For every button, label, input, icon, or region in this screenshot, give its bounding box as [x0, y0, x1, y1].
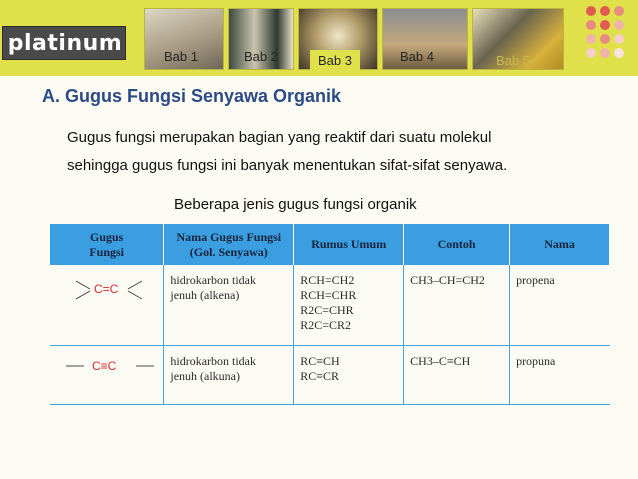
dot-icon: [586, 20, 596, 30]
paragraph-line-1: Gugus fungsi merupakan bagian yang reaktif dari suatu molekul: [67, 129, 492, 146]
header-contoh: Contoh: [404, 224, 510, 265]
table-caption: Beberapa jenis gugus fungsi organik: [174, 196, 417, 213]
group-structure-alkyne: [50, 346, 164, 405]
functional-group-table: [50, 224, 610, 405]
alkene-group: C=C: [94, 282, 119, 296]
tab-bab-3[interactable]: Bab 3: [310, 50, 360, 72]
header-nama-gugus: Nama Gugus Fungsi (Gol. Senyawa): [164, 224, 294, 265]
general-formula-cell: RC≡CH RC≡CR: [294, 346, 404, 405]
table-header-row: [50, 224, 610, 265]
table-row: [50, 346, 610, 405]
logo-text: platinum: [7, 31, 123, 56]
dot-icon: [614, 34, 624, 44]
dot-icon: [600, 34, 610, 44]
group-name-cell: hidrokarbon tidak jenuh (alkuna): [164, 346, 294, 405]
header-bar: [0, 0, 638, 76]
compound-name-cell: propena: [510, 265, 610, 346]
example-cell: CH3–CH=CH2: [404, 265, 510, 346]
header-nama: Nama: [510, 224, 610, 265]
dot-icon: [586, 34, 596, 44]
header-rumus-umum: Rumus Umum: [294, 224, 404, 265]
dot-icon: [614, 6, 624, 16]
tab-bab-2[interactable]: Bab 2: [244, 49, 278, 64]
intro-paragraph: [67, 124, 607, 180]
dot-icon: [600, 20, 610, 30]
group-structure-alkene: [50, 265, 164, 346]
platinum-logo: [2, 26, 126, 60]
paragraph-line-2: sehingga gugus fungsi ini banyak menentukan sifat-sifat senyawa.: [67, 157, 508, 174]
table-row: [50, 265, 610, 346]
example-cell: CH3–C≡CH: [404, 346, 510, 405]
compound-name-cell: propuna: [510, 346, 610, 405]
dot-icon: [586, 6, 596, 16]
page-title: A. Gugus Fungsi Senyawa Organik: [42, 86, 342, 106]
group-name-cell: hidrokarbon tidak jenuh (alkena): [164, 265, 294, 346]
dot-icon: [586, 48, 596, 58]
general-formula-cell: RCH=CH2 RCH=CHR R2C=CHR R2C=CR2: [294, 265, 404, 346]
dot-icon: [614, 20, 624, 30]
tab-bab-5[interactable]: Bab 5: [496, 53, 530, 68]
dot-icon: [614, 48, 624, 58]
tab-bab-4[interactable]: Bab 4: [400, 49, 434, 64]
dot-icon: [600, 48, 610, 58]
header-gugus-fungsi: Gugus Fungsi: [50, 224, 164, 265]
decorative-dots: [586, 6, 636, 70]
alkyne-group: C≡C: [92, 359, 117, 373]
dot-icon: [600, 6, 610, 16]
tab-bab-1[interactable]: Bab 1: [164, 49, 198, 64]
